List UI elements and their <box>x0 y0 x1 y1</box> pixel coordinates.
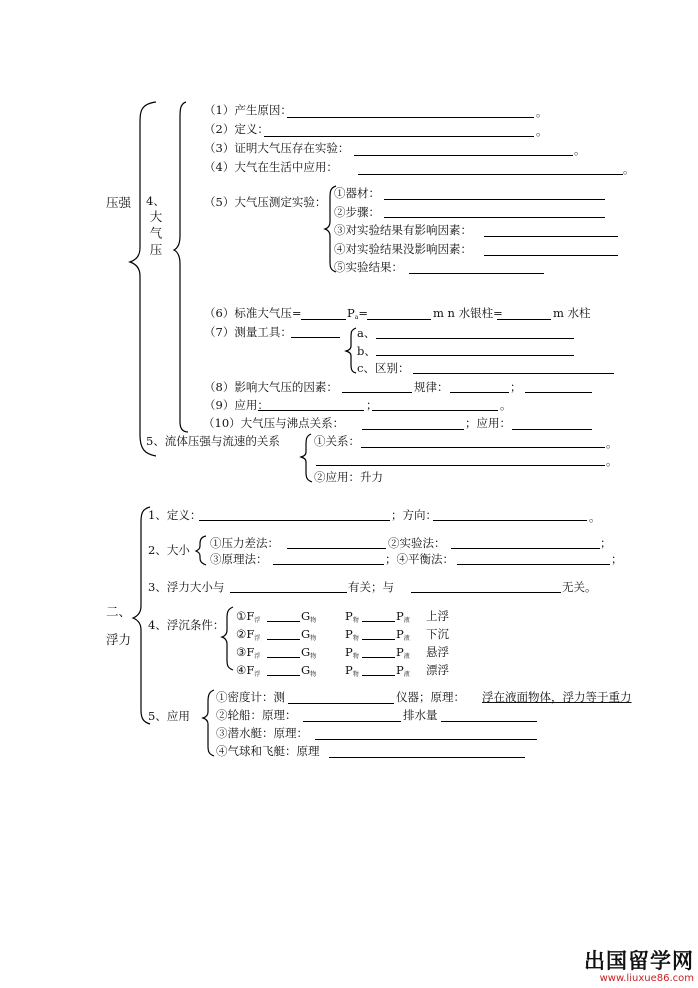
hydrometer-principle: 仪器；原理： <box>396 690 465 704</box>
watermark-url: www.liuxue86.com <box>599 973 694 984</box>
item5d-label: ④对实验结果没影响因素： <box>334 242 472 256</box>
item4-period: 。 <box>623 162 635 176</box>
item5a-blank[interactable] <box>384 199 605 200</box>
hydrometer-label: ①密度计：测 <box>216 690 285 704</box>
brace-pressure <box>130 102 156 456</box>
item5b-label: ②步骤： <box>334 205 380 219</box>
buoy-direction-label: ；方向： <box>391 508 437 522</box>
fluid-relation-blank2[interactable] <box>316 465 605 466</box>
brace-fluid <box>301 434 312 482</box>
float-row-blank-fg[interactable] <box>267 675 300 676</box>
item7-label: （7）测量工具： <box>204 325 292 339</box>
item5e-blank[interactable] <box>409 273 544 274</box>
hydrometer-principle-text: 浮在液面物体，浮力等于重力 <box>482 690 632 704</box>
item10-label: （10）大气压与沸点关系： <box>203 416 345 430</box>
balance-blank[interactable] <box>457 564 610 565</box>
item5d-blank[interactable] <box>484 255 618 256</box>
brace-application <box>203 690 214 756</box>
brace-item7 <box>346 328 356 373</box>
float-condition-label: 4、浮沉条件： <box>148 618 225 632</box>
submarine-label: ③潜水艇：原理： <box>216 726 308 740</box>
float-row-state: 上浮 <box>426 609 449 623</box>
float-row-p2: $P_液$ <box>396 645 410 660</box>
ship-label: ②轮船：原理： <box>216 708 297 722</box>
buoy-def-label: 1、定义： <box>148 508 202 522</box>
item10-application: ；应用： <box>465 416 511 430</box>
item9-label: （9）应用： <box>204 398 269 412</box>
buoy-application-label: 5、应用 <box>148 709 190 723</box>
item6-blank-mm[interactable] <box>367 319 431 320</box>
item7b-blank[interactable] <box>376 355 574 356</box>
item8-rule-blank2[interactable] <box>525 392 592 393</box>
item1-period: 。 <box>536 105 548 119</box>
item4-blank[interactable] <box>358 174 623 175</box>
item6-pa: $P_a=$ <box>347 306 368 321</box>
item10-blank1[interactable] <box>362 429 464 430</box>
item6-blank-pa[interactable] <box>301 319 346 320</box>
ship-blank[interactable] <box>303 721 401 722</box>
brace-float <box>222 607 233 670</box>
float-row-p2: $P_液$ <box>396 663 410 678</box>
buoy-factor-blank1[interactable] <box>230 592 347 593</box>
float-row-blank-pp[interactable] <box>362 657 395 658</box>
item7-blank[interactable] <box>291 337 340 338</box>
item4-number: 4、 <box>146 194 165 208</box>
item3-period: 。 <box>574 143 586 157</box>
float-row-blank-fg[interactable] <box>267 621 300 622</box>
item5a-label: ①器材： <box>334 186 380 200</box>
float-row-blank-fg[interactable] <box>267 639 300 640</box>
float-row-f: $③F_浮$ <box>236 645 261 660</box>
item4-label: 大气压 <box>148 210 163 260</box>
float-row-blank-pp[interactable] <box>362 621 395 622</box>
item7a-blank[interactable] <box>376 338 574 339</box>
item8-rule: 规律： <box>414 380 449 394</box>
item9-blank2[interactable] <box>372 410 498 411</box>
principle-blank[interactable] <box>273 564 384 565</box>
fluid-relation-label: ①关系： <box>314 434 360 448</box>
item8-blank[interactable] <box>342 392 412 393</box>
item1-label: （1）产生原因： <box>204 103 292 117</box>
item7c-blank[interactable] <box>413 373 614 374</box>
item2-period: 。 <box>536 124 548 138</box>
item3-label: （3）证明大气压存在实验： <box>204 141 350 155</box>
watermark-text: 出国留学网 <box>584 949 694 973</box>
float-row-g: $G_物$ <box>301 627 317 642</box>
float-row-blank-pp[interactable] <box>362 675 395 676</box>
buoy-factor-unrelated: 无关。 <box>562 580 597 594</box>
item9-blank1[interactable] <box>258 410 364 411</box>
float-row-state: 下沉 <box>426 627 449 641</box>
item6-blank-water[interactable] <box>497 319 551 320</box>
float-row-p2: $P_液$ <box>396 627 410 642</box>
item7a-label: a、 <box>357 326 376 340</box>
float-row-f: $①F_浮$ <box>236 609 261 624</box>
section-buoyancy-title: 二、浮力 <box>106 604 132 647</box>
float-row-p1: $P_物$ <box>345 627 359 642</box>
item9-semicolon: ； <box>366 398 378 412</box>
item5-label: （5）大气压测定实验： <box>204 195 327 209</box>
brace-buoyancy <box>133 507 150 724</box>
buoy-size-label: 2、大小 <box>148 543 190 557</box>
item4-text: （4）大气在生活中应用： <box>204 160 338 174</box>
submarine-blank[interactable] <box>315 739 537 740</box>
balance-semicolon: ； <box>611 552 623 566</box>
float-row-p1: $P_物$ <box>345 645 359 660</box>
fluid-relation-period1: 。 <box>606 436 618 450</box>
float-row-p1: $P_物$ <box>345 663 359 678</box>
float-row-g: $G_物$ <box>301 609 317 624</box>
float-row-p2: $P_液$ <box>396 609 410 624</box>
brace-atmosphere <box>174 102 188 432</box>
float-row-state: 悬浮 <box>426 645 449 659</box>
item5c-label: ③对实验结果有影响因素： <box>334 223 472 237</box>
fluid-relation-blank1[interactable] <box>361 447 605 448</box>
buoy-direction-blank[interactable] <box>433 520 587 521</box>
section-pressure-title: 压强 <box>106 195 132 210</box>
principle-label: ③原理法： <box>210 552 268 566</box>
brace-size <box>196 536 206 565</box>
buoy-def-blank[interactable] <box>199 520 390 521</box>
item1-blank[interactable] <box>287 117 534 118</box>
buoy-factor-blank2[interactable] <box>411 592 561 593</box>
item8-rule-blank1[interactable] <box>450 392 509 393</box>
item10-blank2[interactable] <box>512 429 592 430</box>
item8-label: （8）影响大气压的因素： <box>204 380 338 394</box>
float-row-state: 漂浮 <box>426 663 449 677</box>
hydrometer-blank[interactable] <box>288 703 394 704</box>
displacement-blank[interactable] <box>441 721 537 722</box>
item6-water: m 水柱 <box>553 306 591 320</box>
balance-label: ；④平衡法： <box>385 552 454 566</box>
experiment-label: ②实验法： <box>388 536 446 550</box>
ship-displacement: 排水量 <box>403 708 438 722</box>
experiment-semicolon: ； <box>600 536 612 550</box>
buoy-factor-related: 有关；与 <box>348 580 394 594</box>
item2-blank[interactable] <box>264 136 534 137</box>
float-row-g: $G_物$ <box>301 645 317 660</box>
fluid-application: ②应用：升力 <box>314 470 383 484</box>
item6-mercury: m n 水银柱= <box>433 306 503 320</box>
float-row-p1: $P_物$ <box>345 609 359 624</box>
buoy-factor-label: 3、浮力大小与 <box>148 580 225 594</box>
item5b-blank[interactable] <box>384 217 605 218</box>
watermark-logo <box>584 951 694 984</box>
float-row-g: $G_物$ <box>301 663 317 678</box>
float-row-f: $④F_浮$ <box>236 663 261 678</box>
item2-label: （2）定义： <box>204 122 269 136</box>
item9-period: 。 <box>500 398 512 412</box>
fluid-relation-period2: 。 <box>606 454 618 468</box>
float-row-blank-pp[interactable] <box>362 639 395 640</box>
item5-fluid-label: 5、流体压强与流速的关系 <box>146 434 280 448</box>
item6-label: （6）标准大气压= <box>204 306 302 320</box>
pressure-diff-blank[interactable] <box>287 548 386 549</box>
item7c-label: c、区别： <box>357 361 410 375</box>
item3-blank[interactable] <box>354 155 573 156</box>
balloon-label: ④气球和飞艇：原理 <box>216 744 320 758</box>
buoy-def-period: 。 <box>589 510 601 524</box>
experiment-blank[interactable] <box>451 548 600 549</box>
pressure-diff-label: ①压力差法： <box>210 536 279 550</box>
item7b-label: b、 <box>357 344 376 358</box>
float-row-f: $②F_浮$ <box>236 627 261 642</box>
item5e-label: ⑤实验结果： <box>334 260 403 274</box>
item8-semicolon: ； <box>510 380 522 394</box>
item5c-blank[interactable] <box>484 236 618 237</box>
balloon-blank[interactable] <box>329 757 525 758</box>
float-row-blank-fg[interactable] <box>267 657 300 658</box>
